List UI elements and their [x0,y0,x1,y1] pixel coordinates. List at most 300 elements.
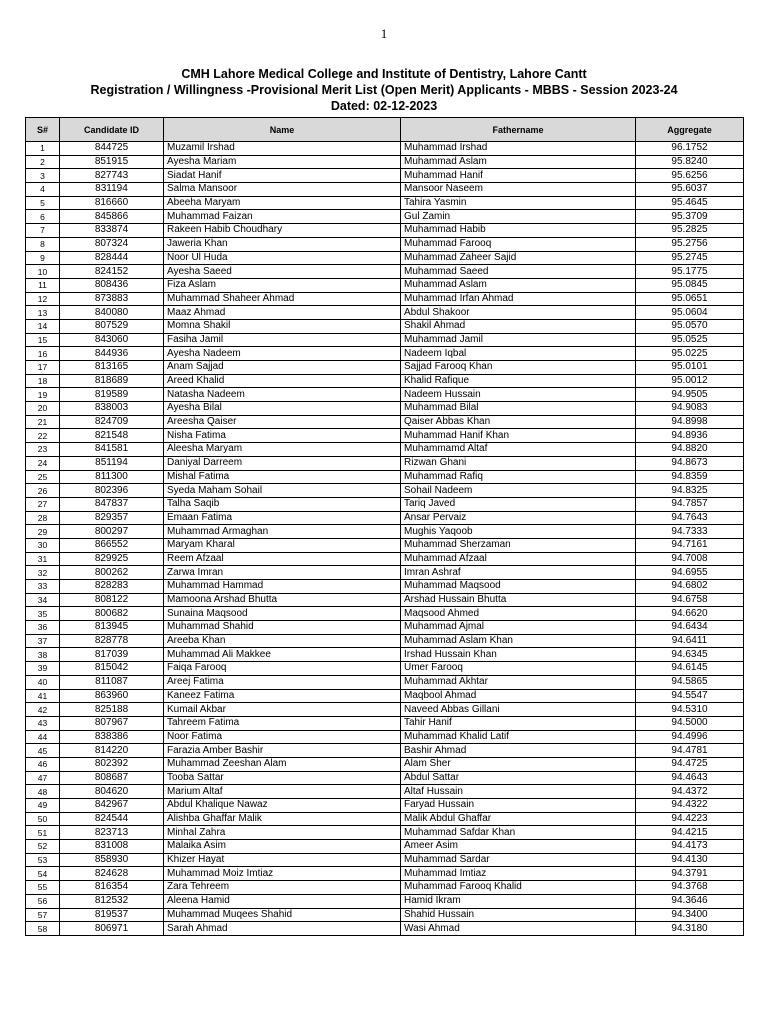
serial-cell: 13 [26,306,60,320]
name-cell: Emaan Fatima [164,511,401,525]
candidate-id-cell: 842967 [60,799,164,813]
table-row [26,744,744,758]
candidate-id-cell: 807324 [60,237,164,251]
aggregate-cell: 94.8673 [636,456,744,470]
list-date: Dated: 02-12-2023 [330,99,438,113]
table-row [26,388,744,402]
name-cell: Sunaina Maqsood [164,607,401,621]
aggregate-cell: 94.9083 [636,402,744,416]
table-row [26,716,744,730]
name-cell: Aleesha Maryam [164,443,401,457]
table-row [26,292,744,306]
fathername-cell: Muhammad Maqsood [401,580,636,594]
name-cell: Areesha Qaiser [164,415,401,429]
aggregate-cell: 95.0525 [636,333,744,347]
fathername-cell: Muhammad Hanif [401,169,636,183]
merit-list-table [25,117,744,936]
table-row [26,552,744,566]
name-cell: Zara Tehreem [164,881,401,895]
table-row [26,689,744,703]
aggregate-cell: 95.4645 [636,196,744,210]
serial-cell: 10 [26,265,60,279]
table-row [26,867,744,881]
name-cell: Ayesha Bilal [164,402,401,416]
candidate-id-cell: 866552 [60,538,164,552]
table-row [26,853,744,867]
fathername-cell: Maqsood Ahmed [401,607,636,621]
table-row [26,224,744,238]
fathername-cell: Nadeem Iqbal [401,347,636,361]
aggregate-cell: 94.5547 [636,689,744,703]
aggregate-cell: 94.7161 [636,538,744,552]
candidate-id-cell: 802396 [60,484,164,498]
candidate-id-cell: 825188 [60,703,164,717]
table-header-row [26,118,744,142]
table-row [26,894,744,908]
name-cell: Muzamil Irshad [164,142,401,156]
candidate-id-cell: 858930 [60,853,164,867]
name-cell: Minhal Zahra [164,826,401,840]
table-row [26,826,744,840]
serial-cell: 57 [26,908,60,922]
aggregate-cell: 94.7857 [636,497,744,511]
table-row [26,183,744,197]
serial-cell: 28 [26,511,60,525]
fathername-cell: Alam Sher [401,757,636,771]
candidate-id-cell: 818689 [60,374,164,388]
aggregate-cell: 94.7643 [636,511,744,525]
table-row [26,840,744,854]
fathername-cell: Muhammad Rafiq [401,470,636,484]
name-cell: Tahreem Fatima [164,716,401,730]
page-number: 1 [380,26,388,41]
aggregate-cell: 94.8820 [636,443,744,457]
fathername-cell: Irshad Hussain Khan [401,648,636,662]
aggregate-cell: 94.4223 [636,812,744,826]
column-header-candidate-id: Candidate ID [60,118,164,142]
candidate-id-cell: 808687 [60,771,164,785]
table-row [26,347,744,361]
fathername-cell: Faryad Hussain [401,799,636,813]
candidate-id-cell: 814220 [60,744,164,758]
table-row [26,402,744,416]
serial-cell: 1 [26,142,60,156]
candidate-id-cell: 838003 [60,402,164,416]
aggregate-cell: 94.4322 [636,799,744,813]
candidate-id-cell: 816660 [60,196,164,210]
table-row [26,278,744,292]
table-row [26,511,744,525]
table-body [26,142,744,936]
candidate-id-cell: 824152 [60,265,164,279]
candidate-id-cell: 824709 [60,415,164,429]
aggregate-cell: 95.0845 [636,278,744,292]
name-cell: Tooba Sattar [164,771,401,785]
serial-cell: 9 [26,251,60,265]
fathername-cell: Muhammad Bilal [401,402,636,416]
aggregate-cell: 94.7333 [636,525,744,539]
candidate-id-cell: 813945 [60,621,164,635]
name-cell: Malaika Asim [164,840,401,854]
name-cell: Areej Fatima [164,675,401,689]
table-row [26,237,744,251]
candidate-id-cell: 819589 [60,388,164,402]
column-header-aggregate: Aggregate [636,118,744,142]
fathername-cell: Qaiser Abbas Khan [401,415,636,429]
fathername-cell: Muhammamd Altaf [401,443,636,457]
serial-cell: 12 [26,292,60,306]
serial-cell: 52 [26,840,60,854]
candidate-id-cell: 816354 [60,881,164,895]
name-cell: Marium Altaf [164,785,401,799]
candidate-id-cell: 811300 [60,470,164,484]
name-cell: Mishal Fatima [164,470,401,484]
table-row [26,361,744,375]
candidate-id-cell: 817039 [60,648,164,662]
aggregate-cell: 94.8325 [636,484,744,498]
aggregate-cell: 94.4725 [636,757,744,771]
aggregate-cell: 94.4173 [636,840,744,854]
fathername-cell: Muhammad Farooq [401,237,636,251]
table-row [26,196,744,210]
fathername-cell: Shahid Hussain [401,908,636,922]
name-cell: Ayesha Nadeem [164,347,401,361]
fathername-cell: Muhammad Saeed [401,265,636,279]
name-cell: Ayesha Mariam [164,155,401,169]
fathername-cell: Arshad Hussain Bhutta [401,593,636,607]
candidate-id-cell: 807967 [60,716,164,730]
aggregate-cell: 94.8359 [636,470,744,484]
name-cell: Kumail Akbar [164,703,401,717]
serial-cell: 39 [26,662,60,676]
serial-cell: 22 [26,429,60,443]
table-row [26,415,744,429]
serial-cell: 37 [26,634,60,648]
name-cell: Natasha Nadeem [164,388,401,402]
aggregate-cell: 94.8998 [636,415,744,429]
serial-cell: 14 [26,319,60,333]
name-cell: Talha Saqib [164,497,401,511]
fathername-cell: Wasi Ahmad [401,922,636,936]
candidate-id-cell: 840080 [60,306,164,320]
name-cell: Muhammad Moiz Imtiaz [164,867,401,881]
serial-cell: 51 [26,826,60,840]
name-cell: Fasiha Jamil [164,333,401,347]
fathername-cell: Sohail Nadeem [401,484,636,498]
candidate-id-cell: 831194 [60,183,164,197]
serial-cell: 35 [26,607,60,621]
fathername-cell: Rizwan Ghani [401,456,636,470]
name-cell: Siadat Hanif [164,169,401,183]
name-cell: Faiqa Farooq [164,662,401,676]
fathername-cell: Muhammad Aslam [401,278,636,292]
name-cell: Maryam Kharal [164,538,401,552]
aggregate-cell: 95.0012 [636,374,744,388]
aggregate-cell: 94.6758 [636,593,744,607]
name-cell: Fiza Aslam [164,278,401,292]
aggregate-cell: 94.3646 [636,894,744,908]
aggregate-cell: 94.6434 [636,621,744,635]
serial-cell: 11 [26,278,60,292]
name-cell: Areed Khalid [164,374,401,388]
name-cell: Alishba Ghaffar Malik [164,812,401,826]
table-row [26,374,744,388]
name-cell: Muhammad Armaghan [164,525,401,539]
aggregate-cell: 94.6620 [636,607,744,621]
table-row [26,429,744,443]
name-cell: Aleena Hamid [164,894,401,908]
name-cell: Muhammad Zeeshan Alam [164,757,401,771]
fathername-cell: Muhammad Farooq Khalid [401,881,636,895]
candidate-id-cell: 829357 [60,511,164,525]
serial-cell: 7 [26,224,60,238]
serial-cell: 58 [26,922,60,936]
serial-cell: 50 [26,812,60,826]
fathername-cell: Gul Zamin [401,210,636,224]
serial-cell: 46 [26,757,60,771]
candidate-id-cell: 841581 [60,443,164,457]
serial-cell: 30 [26,538,60,552]
candidate-id-cell: 807529 [60,319,164,333]
name-cell: Nisha Fatima [164,429,401,443]
serial-cell: 25 [26,470,60,484]
serial-cell: 3 [26,169,60,183]
table-row [26,785,744,799]
column-header-name: Name [164,118,401,142]
candidate-id-cell: 827743 [60,169,164,183]
table-row [26,593,744,607]
serial-cell: 6 [26,210,60,224]
aggregate-cell: 95.2745 [636,251,744,265]
table-row [26,812,744,826]
aggregate-cell: 94.4781 [636,744,744,758]
aggregate-cell: 95.0225 [636,347,744,361]
candidate-id-cell: 802392 [60,757,164,771]
serial-cell: 48 [26,785,60,799]
serial-cell: 55 [26,881,60,895]
fathername-cell: Tariq Javed [401,497,636,511]
aggregate-cell: 94.4215 [636,826,744,840]
aggregate-cell: 95.0570 [636,319,744,333]
aggregate-cell: 95.8240 [636,155,744,169]
table-row [26,675,744,689]
fathername-cell: Muhammad Khalid Latif [401,730,636,744]
aggregate-cell: 95.6256 [636,169,744,183]
table-row [26,607,744,621]
aggregate-cell: 94.3400 [636,908,744,922]
aggregate-cell: 95.0101 [636,361,744,375]
fathername-cell: Umer Farooq [401,662,636,676]
list-title: Registration / Willingness -Provisional Merit List (Open Merit) Applicants - MBBS - Session 2023-24 [90,83,678,97]
table-row [26,538,744,552]
aggregate-cell: 94.6345 [636,648,744,662]
table-row [26,703,744,717]
table-row [26,142,744,156]
fathername-cell: Nadeem Hussain [401,388,636,402]
table-row [26,771,744,785]
serial-cell: 5 [26,196,60,210]
aggregate-cell: 94.6802 [636,580,744,594]
aggregate-cell: 96.1752 [636,142,744,156]
candidate-id-cell: 844936 [60,347,164,361]
candidate-id-cell: 831008 [60,840,164,854]
aggregate-cell: 94.9505 [636,388,744,402]
candidate-id-cell: 851194 [60,456,164,470]
fathername-cell: Mansoor Naseem [401,183,636,197]
aggregate-cell: 95.0651 [636,292,744,306]
candidate-id-cell: 824628 [60,867,164,881]
serial-cell: 54 [26,867,60,881]
column-header-serial: S# [26,118,60,142]
serial-cell: 38 [26,648,60,662]
aggregate-cell: 94.5310 [636,703,744,717]
name-cell: Muhammad Hammad [164,580,401,594]
name-cell: Momna Shakil [164,319,401,333]
candidate-id-cell: 851915 [60,155,164,169]
name-cell: Muhammad Faizan [164,210,401,224]
table-row [26,525,744,539]
table-row [26,799,744,813]
fathername-cell: Muhammad Aslam Khan [401,634,636,648]
serial-cell: 32 [26,566,60,580]
table-row [26,210,744,224]
name-cell: Abeeha Maryam [164,196,401,210]
serial-cell: 49 [26,799,60,813]
name-cell: Reem Afzaal [164,552,401,566]
serial-cell: 24 [26,456,60,470]
candidate-id-cell: 806971 [60,922,164,936]
fathername-cell: Tahir Hanif [401,716,636,730]
serial-cell: 26 [26,484,60,498]
name-cell: Zarwa Imran [164,566,401,580]
table-row [26,265,744,279]
serial-cell: 20 [26,402,60,416]
candidate-id-cell: 863960 [60,689,164,703]
aggregate-cell: 95.2825 [636,224,744,238]
candidate-id-cell: 828444 [60,251,164,265]
fathername-cell: Abdul Sattar [401,771,636,785]
table-row [26,306,744,320]
table-row [26,757,744,771]
table-row [26,333,744,347]
aggregate-cell: 94.4130 [636,853,744,867]
serial-cell: 33 [26,580,60,594]
fathername-cell: Shakil Ahmad [401,319,636,333]
name-cell: Rakeen Habib Choudhary [164,224,401,238]
fathername-cell: Muhammad Safdar Khan [401,826,636,840]
name-cell: Muhammad Ali Makkee [164,648,401,662]
fathername-cell: Muhammad Sherzaman [401,538,636,552]
candidate-id-cell: 813165 [60,361,164,375]
fathername-cell: Naveed Abbas Gillani [401,703,636,717]
serial-cell: 47 [26,771,60,785]
fathername-cell: Muhammad Akhtar [401,675,636,689]
serial-cell: 42 [26,703,60,717]
serial-cell: 31 [26,552,60,566]
candidate-id-cell: 800262 [60,566,164,580]
fathername-cell: Ameer Asim [401,840,636,854]
table-row [26,155,744,169]
table-row [26,484,744,498]
aggregate-cell: 94.3768 [636,881,744,895]
name-cell: Maaz Ahmad [164,306,401,320]
serial-cell: 40 [26,675,60,689]
serial-cell: 15 [26,333,60,347]
serial-cell: 17 [26,361,60,375]
table-row [26,662,744,676]
fathername-cell: Muhammad Afzaal [401,552,636,566]
fathername-cell: Tahira Yasmin [401,196,636,210]
name-cell: Abdul Khalique Nawaz [164,799,401,813]
aggregate-cell: 94.3791 [636,867,744,881]
candidate-id-cell: 843060 [60,333,164,347]
fathername-cell: Abdul Shakoor [401,306,636,320]
candidate-id-cell: 845866 [60,210,164,224]
name-cell: Khizer Hayat [164,853,401,867]
serial-cell: 4 [26,183,60,197]
fathername-cell: Muhammad Aslam [401,155,636,169]
table-row [26,169,744,183]
candidate-id-cell: 844725 [60,142,164,156]
fathername-cell: Imran Ashraf [401,566,636,580]
candidate-id-cell: 819537 [60,908,164,922]
name-cell: Muhammad Shahid [164,621,401,635]
aggregate-cell: 95.3709 [636,210,744,224]
serial-cell: 29 [26,525,60,539]
aggregate-cell: 94.6955 [636,566,744,580]
candidate-id-cell: 829925 [60,552,164,566]
table-row [26,881,744,895]
candidate-id-cell: 800297 [60,525,164,539]
fathername-cell: Hamid Ikram [401,894,636,908]
column-header-fathername: Fathername [401,118,636,142]
serial-cell: 56 [26,894,60,908]
table-row [26,319,744,333]
fathername-cell: Bashir Ahmad [401,744,636,758]
candidate-id-cell: 811087 [60,675,164,689]
serial-cell: 19 [26,388,60,402]
aggregate-cell: 94.4372 [636,785,744,799]
name-cell: Muhammad Shaheer Ahmad [164,292,401,306]
candidate-id-cell: 812532 [60,894,164,908]
fathername-cell: Sajjad Farooq Khan [401,361,636,375]
fathername-cell: Muhammad Irfan Ahmad [401,292,636,306]
candidate-id-cell: 873883 [60,292,164,306]
fathername-cell: Muhammad Irshad [401,142,636,156]
aggregate-cell: 94.6145 [636,662,744,676]
candidate-id-cell: 828283 [60,580,164,594]
serial-cell: 34 [26,593,60,607]
name-cell: Anam Sajjad [164,361,401,375]
serial-cell: 18 [26,374,60,388]
name-cell: Areeba Khan [164,634,401,648]
candidate-id-cell: 838386 [60,730,164,744]
fathername-cell: Muhammad Sardar [401,853,636,867]
name-cell: Farazia Amber Bashir [164,744,401,758]
table-row [26,922,744,936]
candidate-id-cell: 815042 [60,662,164,676]
fathername-cell: Muhammad Hanif Khan [401,429,636,443]
table-row [26,456,744,470]
fathername-cell: Mughis Yaqoob [401,525,636,539]
fathername-cell: Muhammad Zaheer Sajid [401,251,636,265]
table-row [26,730,744,744]
serial-cell: 41 [26,689,60,703]
fathername-cell: Muhammad Habib [401,224,636,238]
candidate-id-cell: 800682 [60,607,164,621]
candidate-id-cell: 808436 [60,278,164,292]
aggregate-cell: 94.8936 [636,429,744,443]
